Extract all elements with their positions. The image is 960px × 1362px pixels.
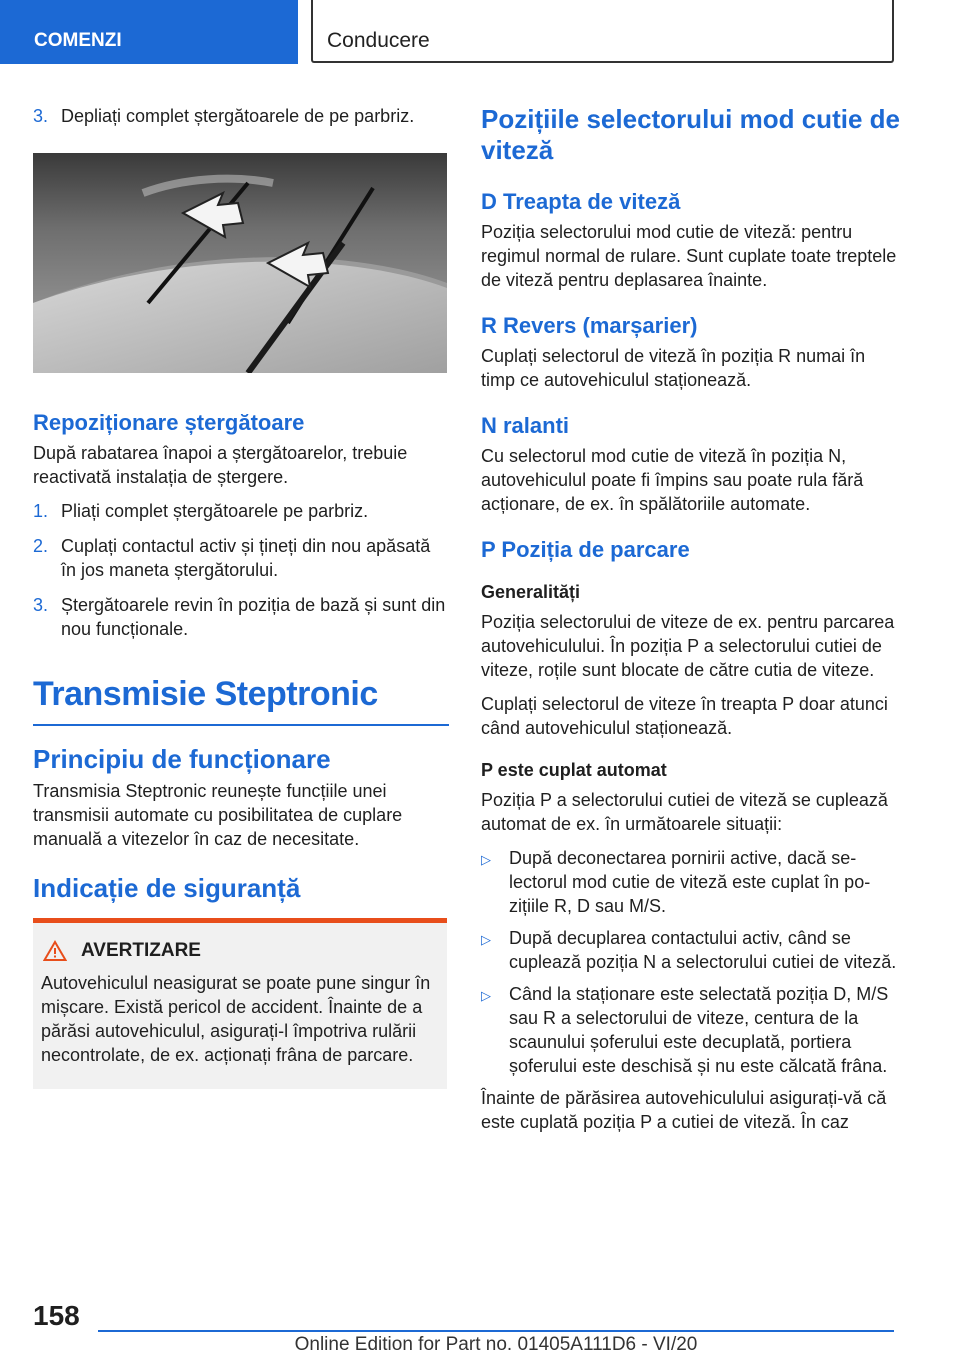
step-item xyxy=(33,534,447,582)
d-text: Poziția selectorului mod cutie de viteză: pentru regimul normal de rulare. Sunt cuplate toate treptele de viteză pentru deplasarea înainte. xyxy=(481,222,897,290)
list-item-text: Când la staționare este selectată poziția D, M/S sau R a selectorului de viteze, centura de la scaunului șoferului este decuplată, portiera șoferului este deschisă și nu este călcată frâna. xyxy=(509,984,889,1076)
list-item xyxy=(481,926,901,974)
warning-text: Autovehiculul neasigurat se poate pune singur în mișcare. Există pericol de accident. Înainte de a părăsi autovehiculul, asigurați-l împotriva rulării necontrolate, de ex. acționați frâna de parcare. xyxy=(41,973,431,1065)
safety-heading: Indicație de siguranță xyxy=(33,873,301,903)
n-heading: N ralanti xyxy=(481,413,570,438)
footer-divider xyxy=(98,1330,894,1332)
chapter-header xyxy=(311,0,894,63)
section-title: Transmisie Steptronic xyxy=(33,675,378,713)
principle-heading: Principiu de funcționare xyxy=(33,744,331,774)
r-heading: R Revers (marșarier) xyxy=(481,313,698,338)
step-item xyxy=(33,593,447,641)
step-number: 1. xyxy=(33,501,49,521)
list-item xyxy=(481,846,901,918)
step-number: 3. xyxy=(33,106,49,126)
step-number: 2. xyxy=(33,536,49,556)
n-text: Cu selectorul mod cutie de viteză în poziția N, autovehiculul poate fi împins sau poate rula fără acționare, de ex. în spălătoriile automate. xyxy=(481,446,864,514)
bullet-triangle-icon: ▷ xyxy=(481,932,491,947)
list-item-text: După deconectarea pornirii active, dacă selectorul mod cutie de viteză este cuplat în pozițiile R, D sau M/S. xyxy=(509,848,871,916)
list-item-text: După decuplarea contactului activ, când se cuplează poziția N a selectorului cutiei de viteză. xyxy=(509,928,897,972)
r-text: Cuplați selectorul de viteză în poziția R numai în timp ce autovehiculul staționează. xyxy=(481,346,866,390)
general-text-1: Poziția selectorului de viteze de ex. pentru parcarea autovehiculului. În poziția P a selectorului cutiei de viteze, roțile sunt blocate de către cutia de viteze. xyxy=(481,612,895,680)
closing-text: Înainte de părăsirea autovehiculului asigurați-vă că este cuplată poziția P a cutiei de viteză. În caz xyxy=(481,1088,887,1132)
edition-text: Online Edition for Part no. 01405A111D6 - VI/20 xyxy=(294,1334,698,1355)
windshield-wiper-photo xyxy=(33,153,447,373)
title-divider xyxy=(33,724,449,726)
right-column xyxy=(481,104,901,1144)
reposition-heading: Repoziționare ștergătoare xyxy=(33,410,305,435)
page-number: 158 xyxy=(33,1300,80,1331)
auto-text: Poziția P a selectorului cutiei de viteză se cuplează automat de ex. în următoarele situații: xyxy=(481,790,888,834)
step-item xyxy=(33,104,447,128)
step-text: Depliați complet ștergătoarele de pe parbriz. xyxy=(61,106,415,126)
left-column xyxy=(33,104,447,1089)
bullet-triangle-icon: ▷ xyxy=(481,852,491,867)
auto-heading: P este cuplat automat xyxy=(481,760,667,780)
bullet-triangle-icon: ▷ xyxy=(481,988,491,1003)
warning-triangle-icon xyxy=(43,940,67,962)
section-tab xyxy=(0,0,298,64)
warning-box xyxy=(33,918,447,1089)
step-text: Pliați complet ștergătoarele pe parbriz. xyxy=(61,501,369,521)
warning-title: AVERTIZARE xyxy=(81,940,201,961)
step-text: Cuplați contactul activ și țineți din nou apăsată în jos maneta ștergătorului. xyxy=(61,536,431,580)
reposition-text: După rabatarea înapoi a ștergătoarelor, trebuie reactivată instalația de ștergere. xyxy=(33,443,408,487)
section-label: COMENZI xyxy=(34,30,122,51)
p-heading: P Poziția de parcare xyxy=(481,537,690,562)
principle-text: Transmisia Steptronic reunește funcțiile unei transmisii automate cu posibilitatea de cuplare manuală a vitezelor în caz de necesitate. xyxy=(33,781,403,849)
selector-title: Pozițiile selectorului mod cutie de viteză xyxy=(481,104,900,165)
step-item xyxy=(33,499,447,523)
list-item xyxy=(481,982,901,1078)
step-number: 3. xyxy=(33,595,49,615)
step-text: Ștergătoarele revin în poziția de bază și sunt din nou funcționale. xyxy=(61,595,446,639)
warning-title-row xyxy=(43,939,439,963)
chapter-label: Conducere xyxy=(327,29,430,52)
general-text-2: Cuplați selectorul de viteze în treapta P doar atunci când autovehiculul staționează. xyxy=(481,694,888,738)
general-heading: Generalități xyxy=(481,582,581,602)
d-heading: D Treapta de viteză xyxy=(481,189,681,214)
